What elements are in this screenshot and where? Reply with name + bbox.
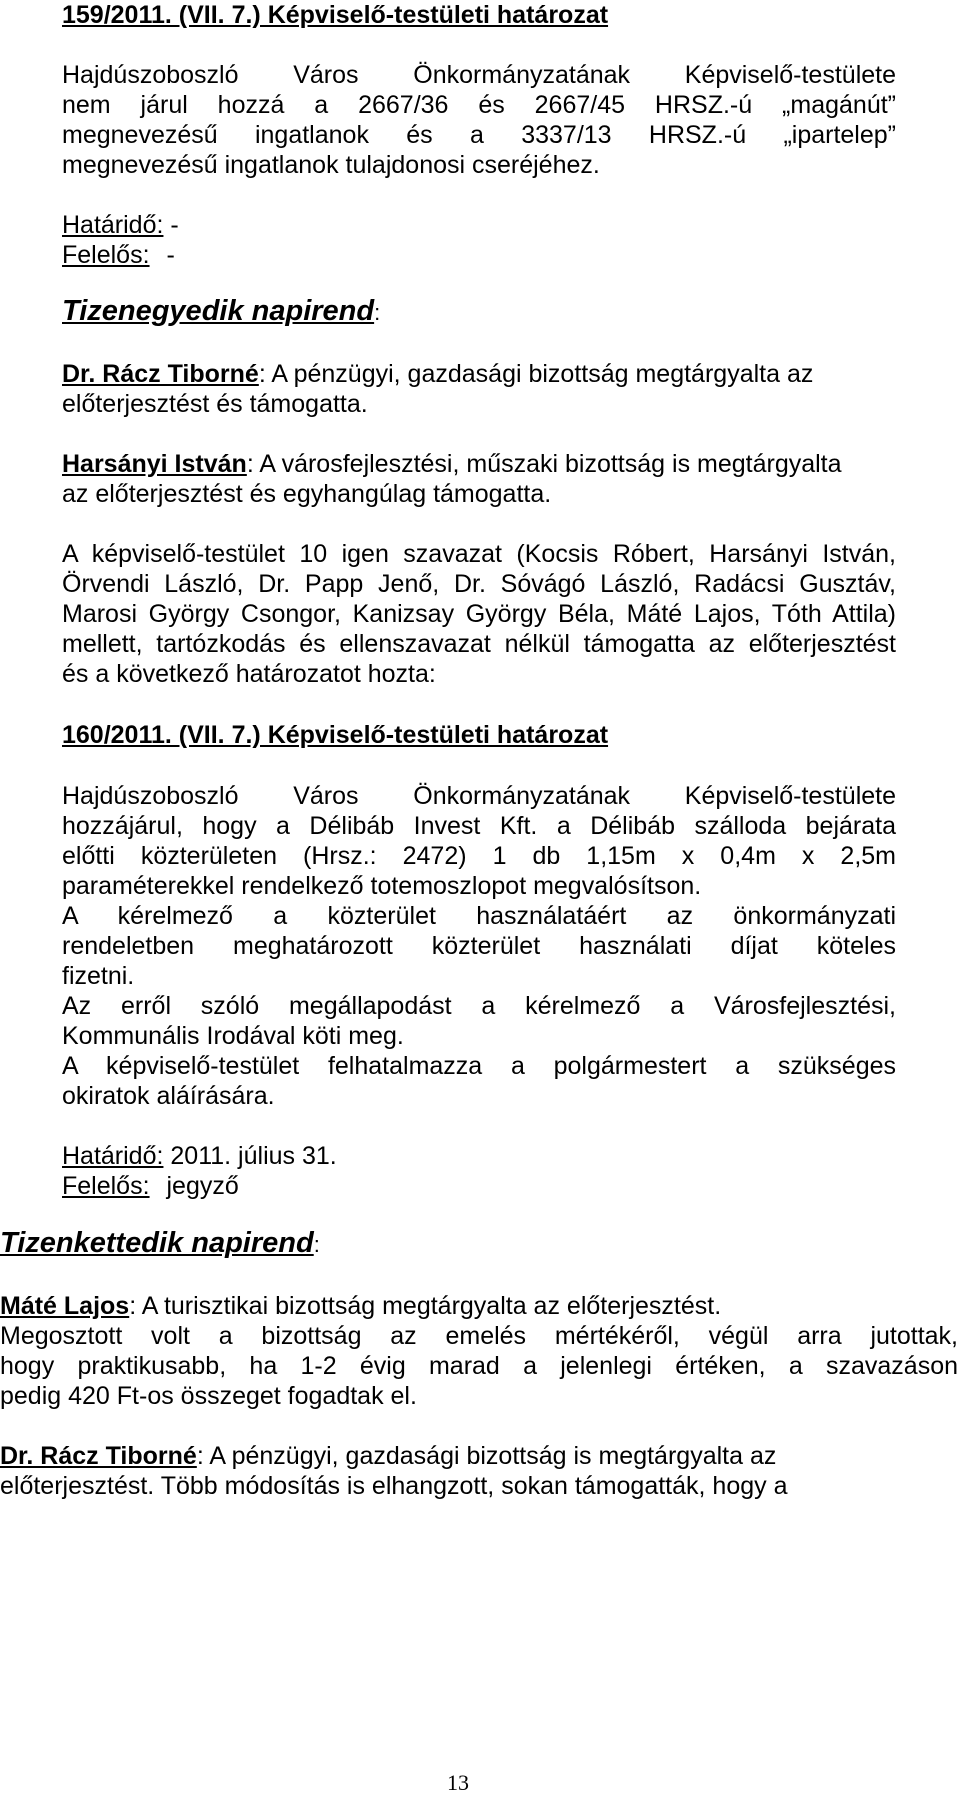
agenda-heading-colon: : <box>374 300 381 325</box>
speaker-text: : A városfejlesztési, műszaki bizottság is megtárgyalta <box>246 450 842 478</box>
speaker-text-line: előterjesztést és támogatta. <box>62 390 368 418</box>
speaker-text-line: előterjesztést. Több módosítás is elhangzott, sokan támogatták, hogy a <box>0 1472 788 1500</box>
speaker-name: Máté Lajos <box>0 1292 130 1320</box>
responsible-label: Felelős: <box>62 1172 150 1200</box>
page-number: 13 <box>447 1770 469 1795</box>
agenda-heading-text: Tizenegyedik napirend <box>62 295 375 327</box>
speaker-name: Dr. Rácz Tiborné <box>0 1442 197 1470</box>
vote-text-line: Örvendi László, Dr. Papp Jenő, Dr. Sóvágó László, Radácsi Gusztáv, <box>62 570 896 598</box>
deadline-row <box>62 210 179 240</box>
vote-text-line: Marosi György Csongor, Kanizsay György Béla, Máté Lajos, Tóth Attila) <box>62 600 896 628</box>
speaker-text-line: pedig 420 Ft-os összeget fogadtak el. <box>0 1382 417 1410</box>
resolution-text-line: paraméterekkel rendelkező totemoszlopot megvalósítson. <box>62 872 702 900</box>
responsible-value: - <box>166 241 175 269</box>
agenda-heading-text: Tizenkettedik napirend <box>0 1227 314 1259</box>
responsible-label: Felelős: <box>62 241 150 269</box>
speaker-paragraph <box>62 359 896 389</box>
responsible-row <box>62 1171 239 1201</box>
speaker-text: : A turisztikai bizottság megtárgyalta az előterjesztést. <box>129 1292 722 1320</box>
resolution-text-line: megnevezésű ingatlanok tulajdonosi cseréjéhez. <box>62 151 600 179</box>
speaker-name: Dr. Rácz Tiborné <box>62 360 259 388</box>
resolution-text-line: Hajdúszoboszló Város Önkormányzatának Képviselő-testülete <box>62 782 896 810</box>
resolution-title: 159/2011. (VII. 7.) Képviselő-testületi határozat <box>62 1 609 29</box>
resolution-text-line: okiratok aláírására. <box>62 1082 275 1110</box>
resolution-text-line: Az erről szóló megállapodást a kérelmező a Városfejlesztési, <box>62 992 896 1020</box>
vote-text-line: és a következő határozatot hozta: <box>62 660 436 688</box>
agenda-heading <box>62 296 380 328</box>
resolution-text-line: megnevezésű ingatlanok és a 3337/13 HRSZ.-ú „ipartelep” <box>62 121 896 149</box>
speaker-text-line: hogy praktikusabb, ha 1-2 évig marad a jelenlegi értéken, a szavazáson <box>0 1352 958 1380</box>
deadline-value: 2011. július 31. <box>170 1142 337 1170</box>
speaker-text: : A pénzügyi, gazdasági bizottság is megtárgyalta az <box>196 1442 777 1470</box>
agenda-heading <box>0 1228 320 1260</box>
resolution-text-line: Kommunális Irodával köti meg. <box>62 1022 404 1050</box>
speaker-text: : A pénzügyi, gazdasági bizottság megtárgyalta az <box>258 360 814 388</box>
resolution-text-line: fizetni. <box>62 962 135 990</box>
resolution-text-line: hozzájárul, hogy a Délibáb Invest Kft. a Délibáb szálloda bejárata <box>62 812 896 840</box>
speaker-paragraph <box>62 449 896 479</box>
resolution-text-line: rendeletben meghatározott közterület használati díjat köteles <box>62 932 896 960</box>
speaker-name: Harsányi István <box>62 450 247 478</box>
resolution-title: 160/2011. (VII. 7.) Képviselő-testületi határozat <box>62 721 609 749</box>
speaker-paragraph <box>0 1441 776 1471</box>
speaker-text-line: Megosztott volt a bizottság az emelés mértékéről, végül arra jutottak, <box>0 1322 958 1350</box>
vote-text-line: A képviselő-testület 10 igen szavazat (Kocsis Róbert, Harsányi István, <box>62 540 896 568</box>
resolution-text-line: A kérelmező a közterület használatáért az önkormányzati <box>62 902 896 930</box>
speaker-paragraph <box>0 1291 721 1321</box>
deadline-label: Határidő: <box>62 211 164 239</box>
resolution-text-line: nem járul hozzá a 2667/36 és 2667/45 HRSZ.-ú „magánút” <box>62 91 896 119</box>
speaker-text-line: az előterjesztést és egyhangúlag támogatta. <box>62 480 552 508</box>
vote-text-line: mellett, tartózkodás és ellenszavazat nélkül támogatta az előterjesztést <box>62 630 896 658</box>
deadline-label: Határidő: <box>62 1142 164 1170</box>
resolution-text-line: A képviselő-testület felhatalmazza a polgármestert a szükséges <box>62 1052 896 1080</box>
responsible-row <box>62 240 175 270</box>
resolution-text-line: előtti közterületen (Hrsz.: 2472) 1 db 1,15m x 0,4m x 2,5m <box>62 842 896 870</box>
responsible-value: jegyző <box>166 1172 239 1200</box>
resolution-text-line: Hajdúszoboszló Város Önkormányzatának Képviselő-testülete <box>62 61 896 89</box>
deadline-row <box>62 1141 337 1171</box>
agenda-heading-colon: : <box>313 1232 320 1257</box>
deadline-value: - <box>170 211 179 239</box>
